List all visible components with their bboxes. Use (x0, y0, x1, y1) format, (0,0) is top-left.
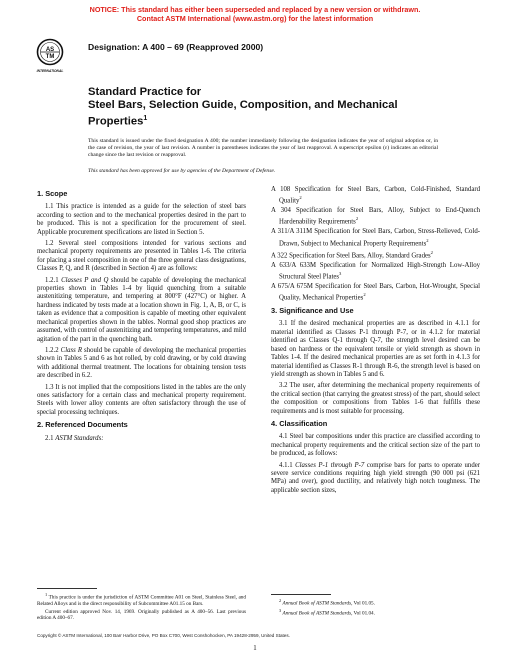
astm-standard-ref: A 322 Specification for Steel Bars, Alloy, Standard Grades$^2$ (271, 250, 433, 260)
footnote-3: $^3$ Annual Book of ASTM Standards, Vol 01.04. (279, 608, 375, 617)
section-heading-scope: 1. Scope (37, 189, 68, 198)
footnotes-right (271, 598, 480, 618)
paragraph-4-1-1: 4.1.1 Classes P-1 through P-7 comprise bars for parts to operate under severe service conditions requiring high yield strength (90 000 psi (621 MPa) and over), good ductility, and relatively high notch toughness. The applicable section sizes, (271, 461, 481, 494)
paragraph-1-2: 1.2 Several steel compositions intended for various sections and mechanical property requirements are presented in Tables 1-6. The criteria for placing a steel composition in one of the three general class designations, Classes P, Q, and R (described in Section 4) are as follows: (37, 240, 246, 273)
paragraph-1-2-2: 1.2.2 Class R should be capable of developing the mechanical properties shown in Tables 5 and 6 as hot rolled, by cold drawing, or by cold drawing with additional thermal treatment. The locations for obtaining tension tests are described in 6.2. (37, 346, 246, 380)
astm-standard-ref: A 311/A 311M Specification for Steel Bars, Carbon, Stress-Relieved, Cold-Drawn, Subject to Mechanical Property Requirements$^2$ (271, 228, 480, 247)
notice-line-1: NOTICE: This standard has either been superseded and replaced by a new version or withdrawn. (89, 5, 421, 14)
svg-text:INTERNATIONAL: INTERNATIONAL (36, 69, 64, 73)
paragraph-3-1: 3.1 If the desired mechanical properties are as described in 4.1.1 for material identified as Classes P-1 through P-7, or in 4.1.2 for material identified as Classes Q-1 through Q-7, the strength level desired can be based on hardness or the equivalent tensile or yield strength as shown in Tables 1-4. If the desired mechanical properties are as set forth in 4.1.3 for material identified as Classes R-1 through R-6, the strength level is based on yield strength as shown in Tables 5 and 6. (271, 320, 480, 378)
superseded-notice (0, 5, 510, 23)
astm-logo (33, 37, 67, 79)
left-column (37, 186, 246, 446)
title-line-3: Properties$^1$ (88, 115, 148, 128)
title-line-1: Standard Practice for (88, 86, 202, 98)
notice-line-2: Contact ASTM International (www.astm.org) for the latest information (136, 14, 374, 23)
issuance-note: This standard is issued under the fixed designation A 400; the number immediately following the designation indicates the year of original adoption or, in the case of revision, the year of last revision. A number in parentheses indicates the year of last reapproval. A superscript epsilon (ε) indicates an editorial change since the last revision or reapproval. (88, 138, 438, 159)
astm-standard-ref: A 633/A 633M Specification for Normalized High-Strength Low-Alloy Structural Steel Plates$^3$ (271, 261, 480, 281)
title-footnote-mark: 1 (143, 115, 148, 122)
astm-standard-ref: A 304 Specification for Steel Bars, Alloy, Subject to End-Quench Hardenability Requirements$^2$ (271, 207, 480, 226)
footnote-edition: Current edition approved Nov. 14, 1969. Originally published as A 400–56. Last previous edition A 400–67. (37, 608, 246, 621)
document-title (88, 86, 448, 129)
paragraph-4-1: 4.1 Steel bar compositions under this practice are classified according to mechanical property requirements and the critical section size of the part to be produced, as follows: (271, 433, 480, 458)
footnotes-left (37, 592, 246, 622)
footnote-rule-right (271, 594, 331, 595)
right-column (271, 186, 480, 498)
dod-approval-note: This standard has been approved for use by agencies of the Department of Defense. (88, 168, 276, 174)
designation: Designation: A 400 – 69 (Reapproved 2000) (88, 42, 264, 52)
footnote-rule-left (37, 588, 97, 589)
section-heading-referenced-documents: 2. Referenced Documents (37, 420, 128, 430)
svg-text:AS: AS (45, 47, 55, 53)
section-heading-significance: 3. Significance and Use (271, 306, 354, 316)
svg-text:TM: TM (45, 54, 55, 60)
paragraph-1-2-1: 1.2.1 Classes P and Q should be capable of developing the mechanical properties shown in Tables 1-4 by liquid quenching from a suitable austenitizing temperature, and tempering at 800°F (427°C) or higher. A hardness indicated by tests made at a location shown in Fig. 1, A, B, or C, is taken as evidence that a composition is capable of meeting other equivalent mechanical properties shown in the tables. Normal good shop practices are assumed, with control of austenitizing and tempering temperatures, and mild agitation of the part in the quenching bath. (37, 276, 246, 343)
copyright-line: Copyright © ASTM International, 100 Barr Harbor Drive, PO Box C700, West Conshohocken, PA 19428-2959, United States. (37, 633, 290, 638)
section-heading-classification: 4. Classification (271, 418, 328, 428)
paragraph-1-1: 1.1 This practice is intended as a guide for the selection of steel bars according to section and to the mechanical properties desired in the part to be produced. This is not a specification for the procurement of steel. Applicable procurement specifications are listed in Section 5. (37, 203, 246, 236)
paragraph-3-2: 3.2 The user, after determining the mechanical property requirements of the critical section (that carrying the greatest stress) of the part, should select the composition or compositions from Tables 1-6 that fulfills these requirements and is most suitable for processing. (271, 382, 480, 415)
paragraph-2-1: 2.1 ASTM Standards: (45, 434, 104, 442)
footnote-1: $^1$ This practice is under the jurisdiction of ASTM Committee A01 on Steel, Stainless Steel, and Related Alloys and is the direct responsibility of Subcommittee A01.15 on Bars. (37, 592, 246, 608)
astm-standards-list (271, 186, 480, 303)
paragraph-1-3: 1.3 It is not implied that the compositions listed in the tables are the only ones satisfactory for a certain class and mechanical property requirement. Steels with lower alloy contents are often satisfactory through the use of special processing techniques. (37, 383, 246, 416)
astm-standard-ref: A 108 Specification for Steel Bars, Carbon, Cold-Finished, Standard Quality$^2$ (271, 186, 480, 205)
astm-standard-ref: A 675/A 675M Specification for Steel Bars, Carbon, Hot-Wrought, Special Quality, Mechanical Properties$^2$ (271, 282, 480, 302)
page-number: 1 (253, 645, 257, 652)
title-line-2: Steel Bars, Selection Guide, Composition, and Mechanical (88, 99, 398, 111)
footnote-2: $^2$ Annual Book of ASTM Standards, Vol 01.05. (279, 598, 375, 607)
